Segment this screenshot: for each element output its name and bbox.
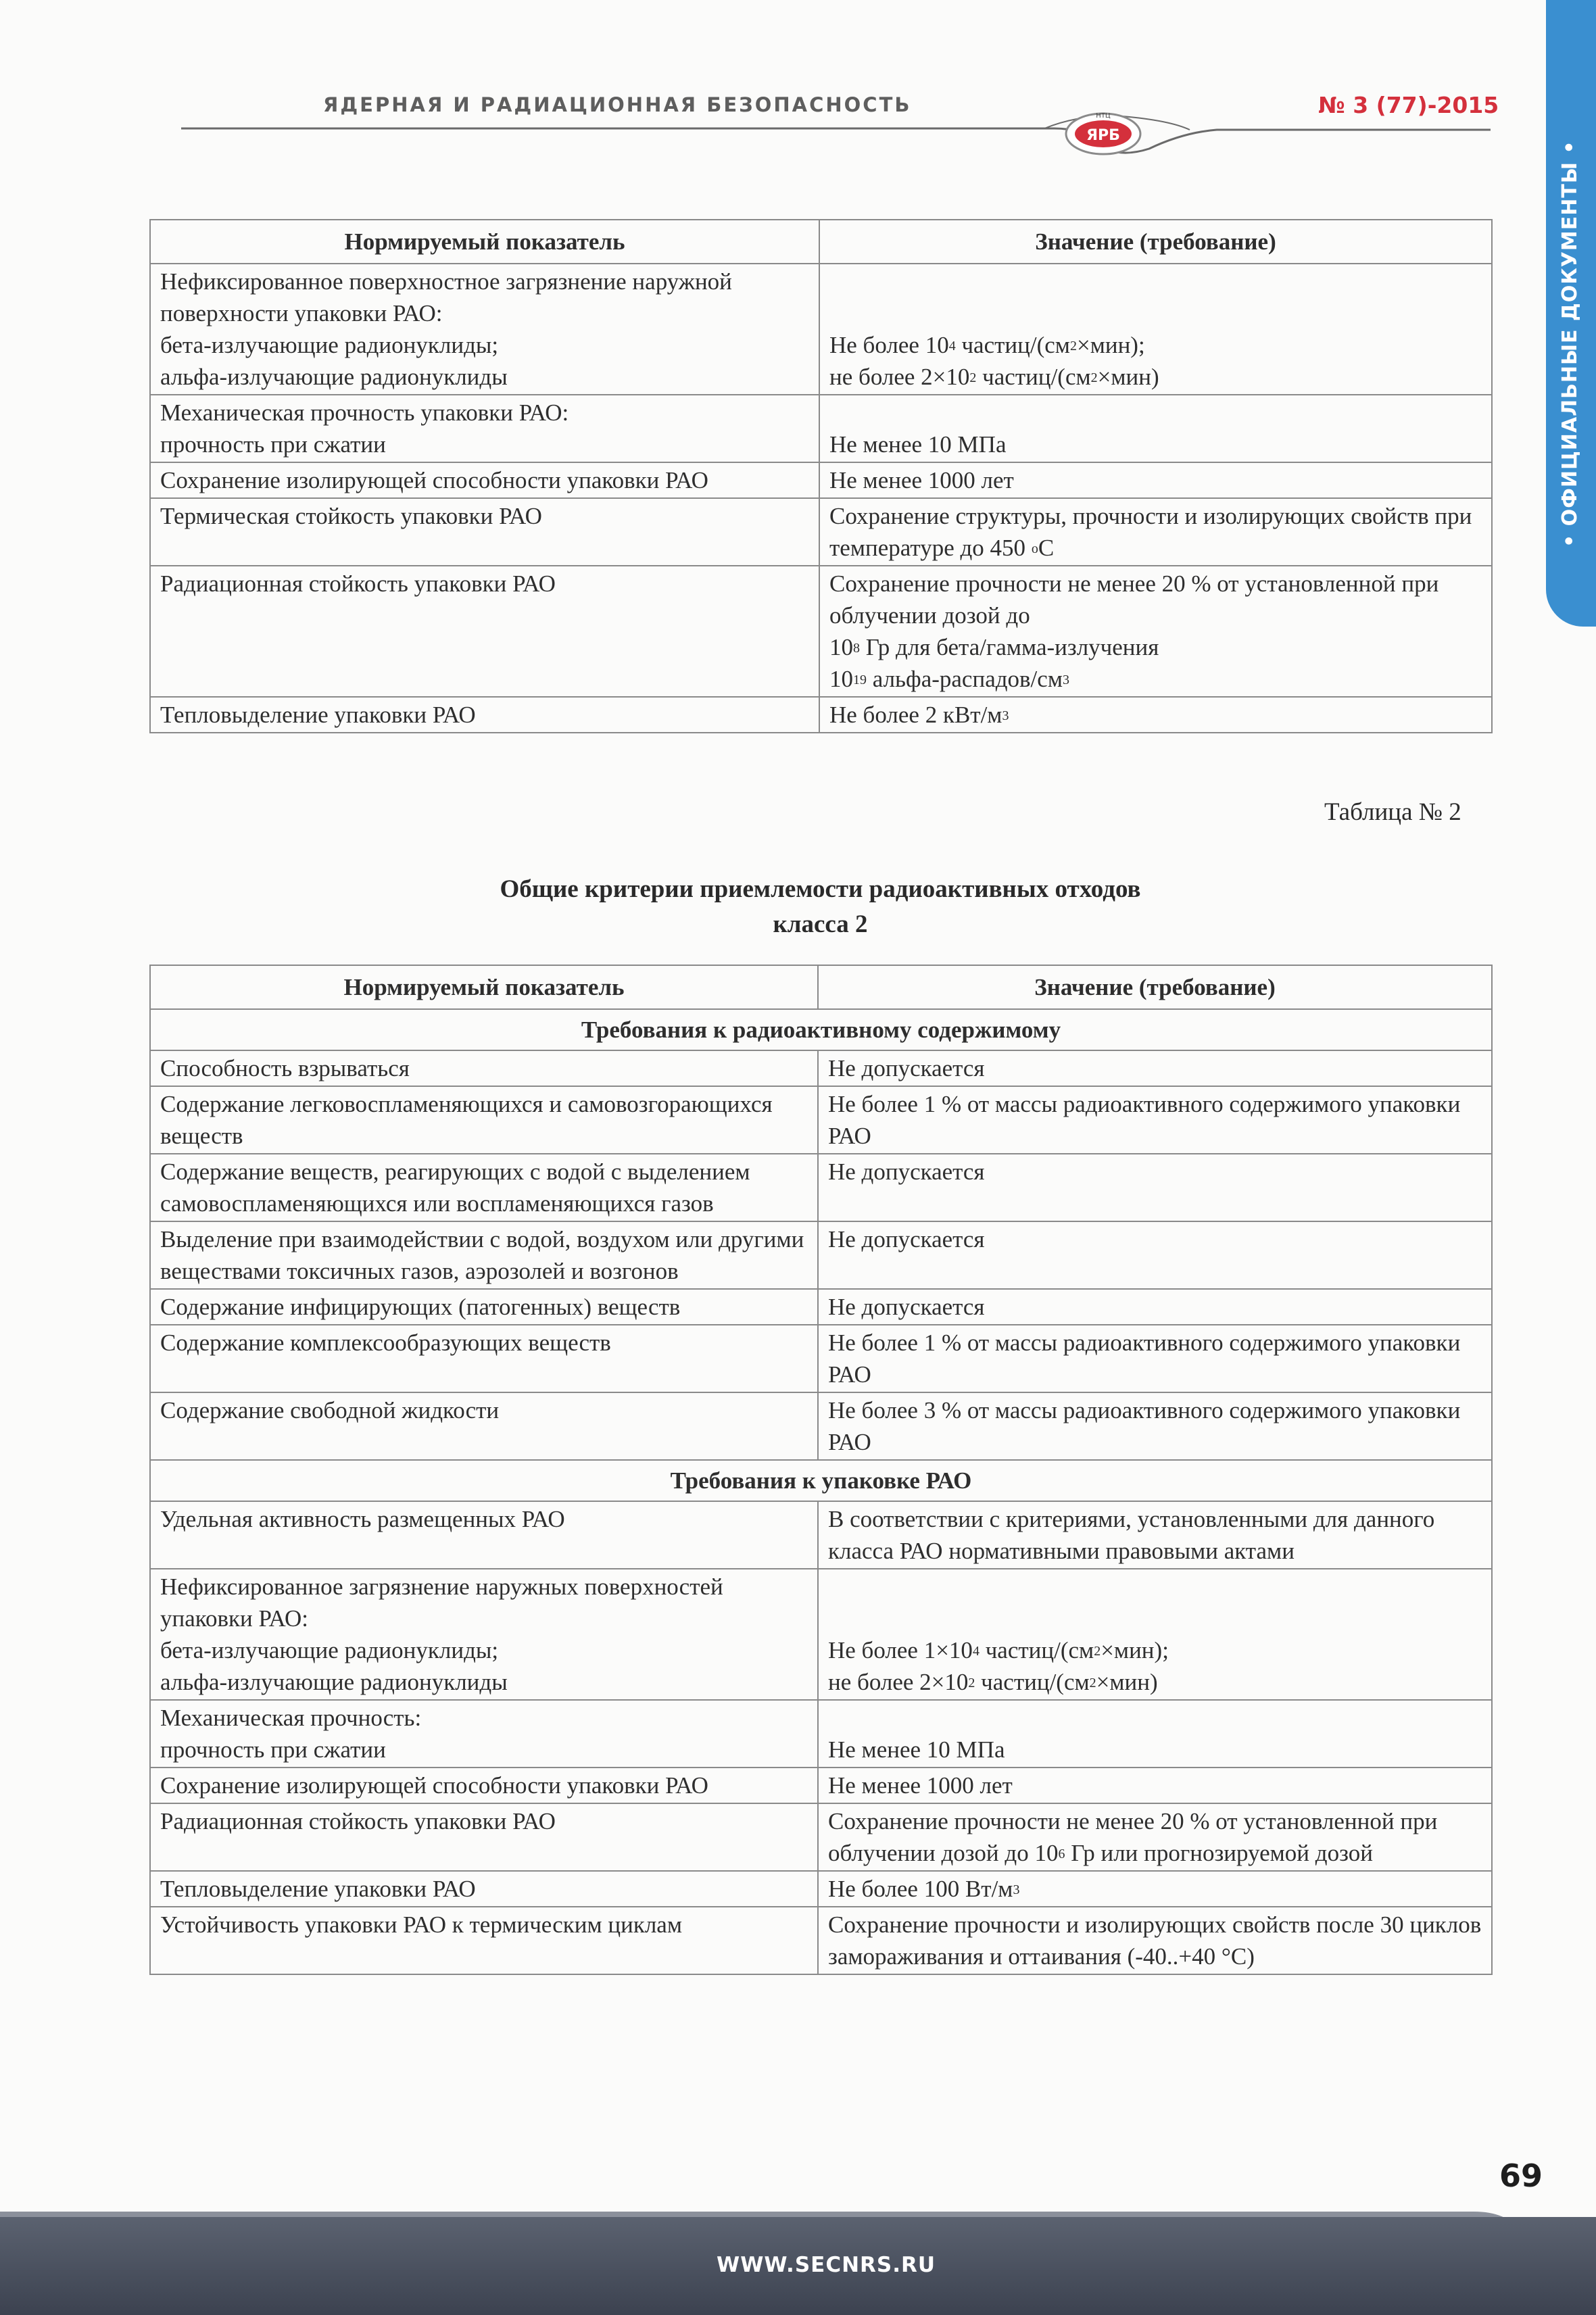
table-row bbox=[150, 1221, 1492, 1289]
website-link[interactable]: WWW.SECNRS.RU bbox=[717, 2253, 936, 2277]
value-cell: Сохранение прочности не менее 20 % от установленной при облучении дозой до $10^8$ Гр для бета/гамма-излучения $10^{19}$ альфа-$распадов/см^3$ bbox=[819, 566, 1492, 697]
value-cell: Не более 1 % от массы радиоактивного содержимого упаковки РАО bbox=[818, 1086, 1492, 1154]
page-number: 69 bbox=[1499, 2158, 1543, 2194]
param-cell: Содержание инфицирующих (патогенных) веществ bbox=[150, 1289, 818, 1325]
section-row bbox=[150, 1460, 1492, 1501]
logo-top-text: НТЦ bbox=[1096, 112, 1111, 120]
param-cell: Удельная активность размещенных РАО bbox=[150, 1501, 818, 1569]
table-row bbox=[150, 1392, 1492, 1460]
issue-number: № 3 (77)-2015 bbox=[1318, 92, 1499, 118]
value-cell: Не менее 1000 лет bbox=[818, 1768, 1492, 1803]
value-cell: Не более $1\times 10^4$ частиц/$(см^2\times мин)$; не более $2\times 10^2$ частиц/$(см^2\times мин)$ bbox=[818, 1569, 1492, 1700]
journal-title: ЯДЕРНАЯ И РАДИАЦИОННАЯ БЕЗОПАСНОСТЬ bbox=[323, 93, 912, 116]
value-cell: Не более 3 % от массы радиоактивного содержимого упаковки РАО bbox=[818, 1392, 1492, 1460]
header-value: Значение (требование) bbox=[819, 220, 1492, 264]
param-cell: Нефиксированное загрязнение наружных поверхностей упаковки РАО: бета-излучающие радионуклиды; альфа-излучающие радионуклиды bbox=[150, 1569, 818, 1700]
param-cell: Способность взрываться bbox=[150, 1050, 818, 1086]
param-cell: Радиационная стойкость упаковки РАО bbox=[150, 1803, 818, 1871]
table-row bbox=[150, 1569, 1492, 1700]
value-cell: Не более 1 % от массы радиоактивного содержимого упаковки РАО bbox=[818, 1325, 1492, 1392]
table-row bbox=[150, 1154, 1492, 1221]
value-cell: Не более 100 $Вт/м^3$ bbox=[818, 1871, 1492, 1907]
param-cell: Термическая стойкость упаковки РАО bbox=[150, 498, 819, 566]
table-row bbox=[150, 1907, 1492, 1974]
table-row bbox=[150, 1325, 1492, 1392]
journal-logo bbox=[1058, 101, 1149, 160]
table-row bbox=[150, 462, 1492, 498]
table-row bbox=[150, 1501, 1492, 1569]
param-cell: Выделение при взаимодействии с водой, воздухом или другими веществами токсичных газов, аэрозолей и возгонов bbox=[150, 1221, 818, 1289]
table-title: Общие критерии приемлемости радиоактивных отходов класса 2 bbox=[500, 875, 1141, 938]
section-heading: Требования к упаковке РАО bbox=[150, 1460, 1492, 1501]
header-rule bbox=[0, 0, 1596, 176]
param-cell: Тепловыделение упаковки РАО bbox=[150, 697, 819, 733]
param-cell: Сохранение изолирующей способности упаковки РАО bbox=[150, 462, 819, 498]
value-cell: Не более 2 кВт/$м^3$ bbox=[819, 697, 1492, 733]
table-row bbox=[150, 1289, 1492, 1325]
param-cell: Содержание свободной жидкости bbox=[150, 1392, 818, 1460]
value-cell: Сохранение прочности и изолирующих свойств после 30 циклов замораживания и оттаивания (-40..+40 °С) bbox=[818, 1907, 1492, 1974]
value-cell: Не допускается bbox=[818, 1154, 1492, 1221]
param-cell: Механическая прочность упаковки РАО: прочность при сжатии bbox=[150, 395, 819, 462]
param-cell: Сохранение изолирующей способности упаковки РАО bbox=[150, 1768, 818, 1803]
header-value: Значение (требование) bbox=[818, 965, 1492, 1009]
table-criteria-2 bbox=[149, 965, 1493, 1975]
param-cell: Содержание легковоспламеняющихся и самовозгорающихся веществ bbox=[150, 1086, 818, 1154]
table-row bbox=[150, 264, 1492, 395]
header-param: Нормируемый показатель bbox=[150, 965, 818, 1009]
value-cell: Не менее 1000 лет bbox=[819, 462, 1492, 498]
param-cell: Нефиксированное поверхностное загрязнение наружной поверхности упаковки РАО: бета-излучающие радионуклиды; альфа-излучающие радионуклиды bbox=[150, 264, 819, 395]
param-cell: Содержание веществ, реагирующих с водой с выделением самовоспламеняющихся или воспламеняющихся газов bbox=[150, 1154, 818, 1221]
table-row bbox=[150, 1871, 1492, 1907]
value-cell: Не допускается bbox=[818, 1221, 1492, 1289]
table-row bbox=[150, 1700, 1492, 1768]
param-cell: Радиационная стойкость упаковки РАО bbox=[150, 566, 819, 697]
section-row bbox=[150, 1009, 1492, 1050]
value-cell: Не допускается bbox=[818, 1050, 1492, 1086]
value-cell: Не менее 10 МПа bbox=[818, 1700, 1492, 1768]
table-row bbox=[150, 1086, 1492, 1154]
header-param: Нормируемый показатель bbox=[150, 220, 819, 264]
value-cell: Не допускается bbox=[818, 1289, 1492, 1325]
table-header-row bbox=[150, 965, 1492, 1009]
value-cell: Сохранение прочности не менее 20 % от установленной при облучении дозой до $10^6$ Гр или прогнозируемой дозой bbox=[818, 1803, 1492, 1871]
param-cell: Содержание комплексообразующих веществ bbox=[150, 1325, 818, 1392]
table-criteria-1 bbox=[149, 219, 1493, 733]
table-row bbox=[150, 697, 1492, 733]
table-header-row bbox=[150, 220, 1492, 264]
section-heading: Требования к радиоактивному содержимому bbox=[150, 1009, 1492, 1050]
logo-text: ЯРБ bbox=[1086, 127, 1120, 144]
table-row bbox=[150, 1803, 1492, 1871]
value-cell: Не более $10^4$ частиц/$(см^2\times мин)$; не более $2\times 10^2$ частиц/$(см^2\times мин)$ bbox=[819, 264, 1492, 395]
value-cell: В соответствии с критериями, установленными для данного класса РАО нормативными правовыми актами bbox=[818, 1501, 1492, 1569]
value-cell: Сохранение структуры, прочности и изолирующих свойств при температуре до 450 $^o$C bbox=[819, 498, 1492, 566]
table-caption: Таблица № 2 bbox=[1324, 798, 1461, 826]
table-row bbox=[150, 566, 1492, 697]
table-row bbox=[150, 1768, 1492, 1803]
section-side-label: • ОФИЦИАЛЬНЫЕ ДОКУМЕНТЫ • bbox=[1558, 140, 1582, 547]
table-row bbox=[150, 395, 1492, 462]
value-cell: Не менее 10 МПа bbox=[819, 395, 1492, 462]
table-row bbox=[150, 1050, 1492, 1086]
table-row bbox=[150, 498, 1492, 566]
param-cell: Тепловыделение упаковки РАО bbox=[150, 1871, 818, 1907]
param-cell: Механическая прочность: прочность при сжатии bbox=[150, 1700, 818, 1768]
param-cell: Устойчивость упаковки РАО к термическим циклам bbox=[150, 1907, 818, 1974]
